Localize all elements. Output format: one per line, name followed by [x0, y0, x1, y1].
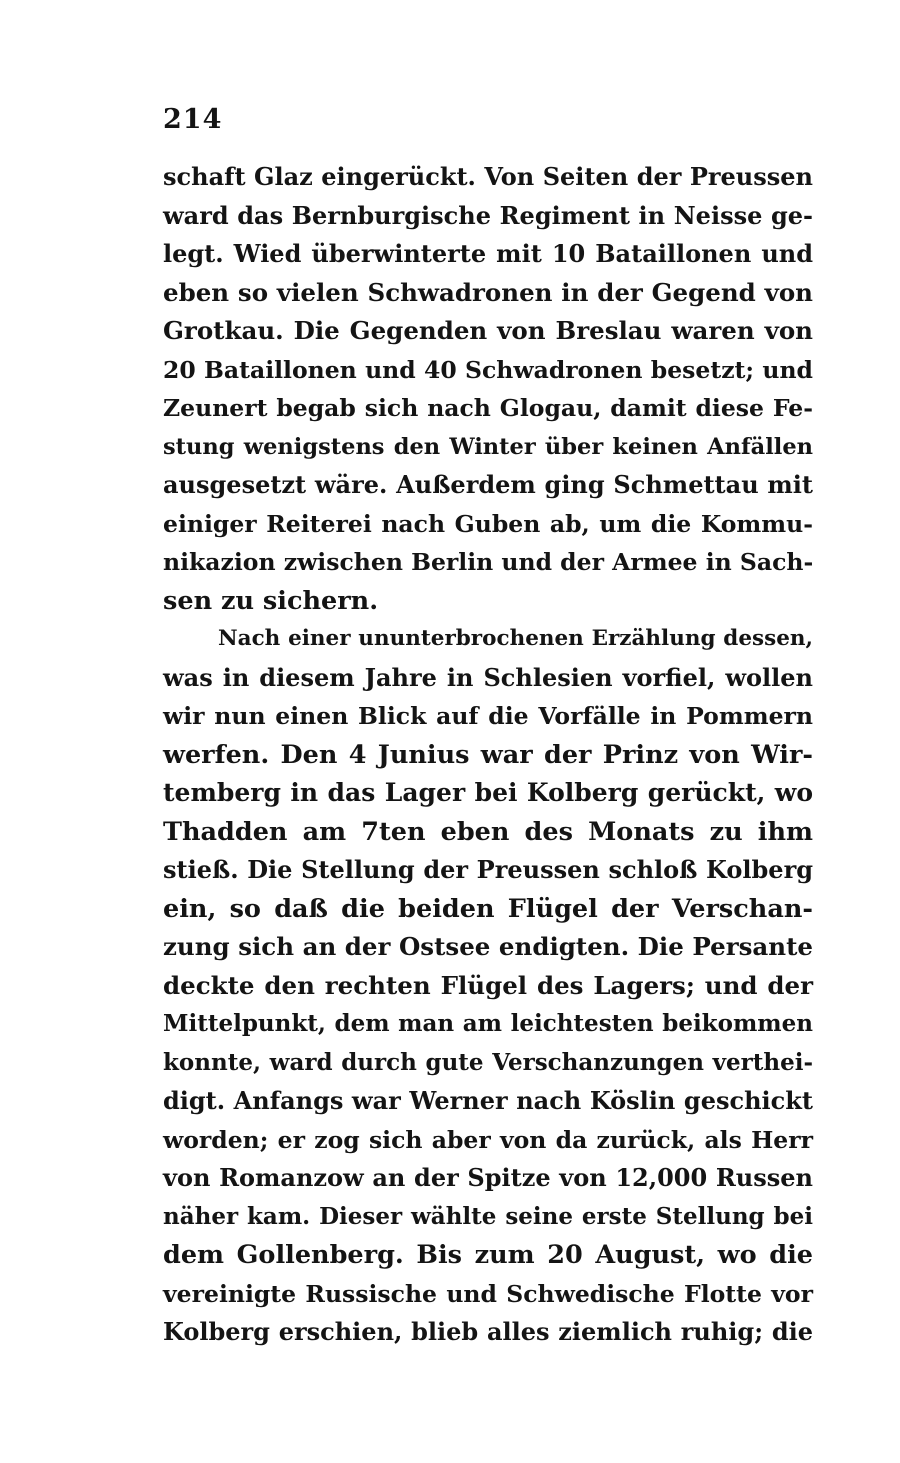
text-line: von Romanzow an der Spitze von 12,000 Russen — [163, 1163, 813, 1192]
text-line: digt. Anfangs war Werner nach Köslin geschickt — [163, 1086, 813, 1115]
text-line: Grotkau. Die Gegenden von Breslau waren von — [163, 316, 813, 345]
text-line: wir nun einen Blick auf die Vorfälle in Pommern — [163, 702, 813, 730]
text-line: worden; er zog sich aber von da zurück, als Herr — [163, 1125, 813, 1154]
text-line: ein, so daß die beiden Flügel der Verschan- — [163, 893, 813, 924]
text-line: ausgesetzt wäre. Außerdem ging Schmettau mit — [163, 470, 813, 499]
text-line: einiger Reiterei nach Guben ab, um die Kommu- — [163, 509, 813, 538]
text-line: 20 Bataillonen und 40 Schwadronen besetzt; und — [163, 355, 813, 384]
text-line: vereinigte Russische und Schwedische Flotte vor — [163, 1279, 813, 1308]
text-line: nikazion zwischen Berlin und der Armee in Sach- — [163, 548, 814, 576]
text-line-paragraph-start: Nach einer ununterbrochenen Erzählung dessen, — [218, 626, 813, 651]
text-line: dem Gollenberg. Bis zum 20 August, wo die — [163, 1240, 813, 1270]
text-line: Mittelpunkt, dem man am leichtesten beikommen — [163, 1010, 813, 1037]
text-line: stung wenigstens den Winter über keinen Anfällen — [163, 433, 813, 460]
body-text — [163, 158, 813, 1352]
text-line: legt. Wied überwinterte mit 10 Bataillonen und — [163, 239, 813, 268]
text-line: stieß. Die Stellung der Preussen schloß Kolberg — [163, 855, 813, 884]
text-line: Zeunert begab sich nach Glogau, damit diese Fe- — [163, 394, 813, 422]
text-line: was in diesem Jahre in Schlesien vorfiel, wollen — [163, 662, 813, 692]
text-line: schaft Glaz eingerückt. Von Seiten der Preussen — [163, 162, 813, 191]
text-line-paragraph-end: sen zu sichern. — [163, 585, 379, 616]
text-line: zung sich an der Ostsee endigten. Die Persante — [163, 932, 813, 961]
text-line: temberg in das Lager bei Kolberg gerückt, wo — [163, 778, 813, 807]
text-line: näher kam. Dieser wählte seine erste Stellung bei — [163, 1202, 813, 1230]
text-line: Thadden am 7ten eben des Monats zu ihm — [163, 816, 813, 847]
page-number: 214 — [163, 104, 223, 135]
text-line: deckte den rechten Flügel des Lagers; und der — [163, 970, 813, 1000]
text-line: konnte, ward durch gute Verschanzungen verthei- — [163, 1048, 813, 1076]
text-line: ward das Bernburgische Regiment in Neisse ge- — [163, 200, 813, 230]
text-line: eben so vielen Schwadronen in der Gegend von — [163, 277, 813, 307]
text-line: Kolberg erschien, blieb alles ziemlich ruhig; die — [163, 1317, 813, 1346]
text-line: werfen. Den 4 Junius war der Prinz von Wir- — [163, 739, 813, 770]
